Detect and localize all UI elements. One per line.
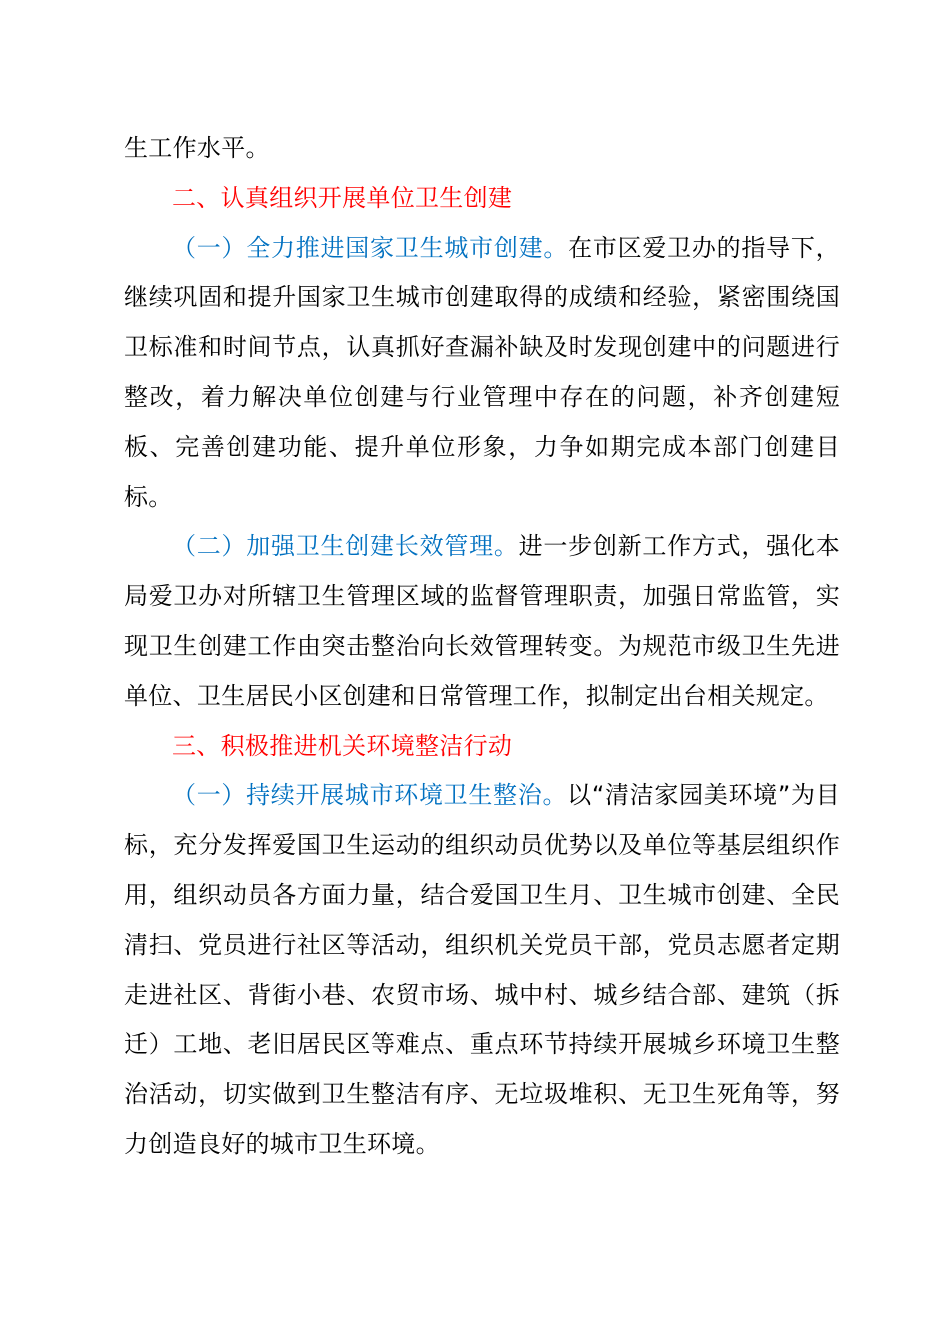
section-heading-3 <box>124 722 840 772</box>
section-2-item-1 <box>124 224 840 523</box>
section-3-item-1 <box>124 771 840 1169</box>
continuation-text: 生工作水平。 <box>124 134 270 162</box>
section-2-item-2-body: 进一步创新工作方式，强化本局爱卫办对所辖卫生管理区域的监督管理职责，加强日常监管，实现卫生创建工作由突击整治向长效管理转变。为规范市级卫生先进单位、卫生居民小区创建和日常管理工作，拟制定出台相关规定。 <box>124 532 840 710</box>
document-body <box>124 124 840 1170</box>
section-heading-3-text: 三、积极推进机关环境整洁行动 <box>172 731 513 760</box>
section-3-item-1-body: 以“清洁家园美环境”为目标，充分发挥爱国卫生运动的组织动员优势以及单位等基层组织作用，组织动员各方面力量，结合爱国卫生月、卫生城市创建、全民清扫、党员进行社区等活动，组织机关党员干部，党员志愿者定期走进社区、背街小巷、农贸市场、城中村、城乡结合部、建筑（拆迁）工地、老旧居民区等难点、重点环节持续开展城乡环境卫生整治活动，切实做到卫生整洁有序、无垃圾堆积、无卫生死角等，努力创造良好的城市卫生环境。 <box>124 781 840 1158</box>
section-2-item-2 <box>124 522 840 721</box>
section-2-item-1-body: 在市区爱卫办的指导下，继续巩固和提升国家卫生城市创建取得的成绩和经验，紧密围绕国卫标准和时间节点，认真抓好查漏补缺及时发现创建中的问题进行整改，着力解决单位创建与行业管理中存在的问题，补齐创建短板、完善创建功能、提升单位形象，力争如期完成本部门创建目标。 <box>124 233 840 511</box>
section-heading-2-text: 二、认真组织开展单位卫生创建 <box>172 183 513 212</box>
section-3-item-1-title: （一）持续开展城市环境卫生整治。 <box>172 781 568 810</box>
continuation-paragraph <box>124 124 840 174</box>
section-2-item-2-title: （二）加强卫生创建长效管理。 <box>172 532 519 561</box>
section-2-item-1-title: （一）全力推进国家卫生城市创建。 <box>172 233 569 262</box>
section-heading-2 <box>124 174 840 224</box>
